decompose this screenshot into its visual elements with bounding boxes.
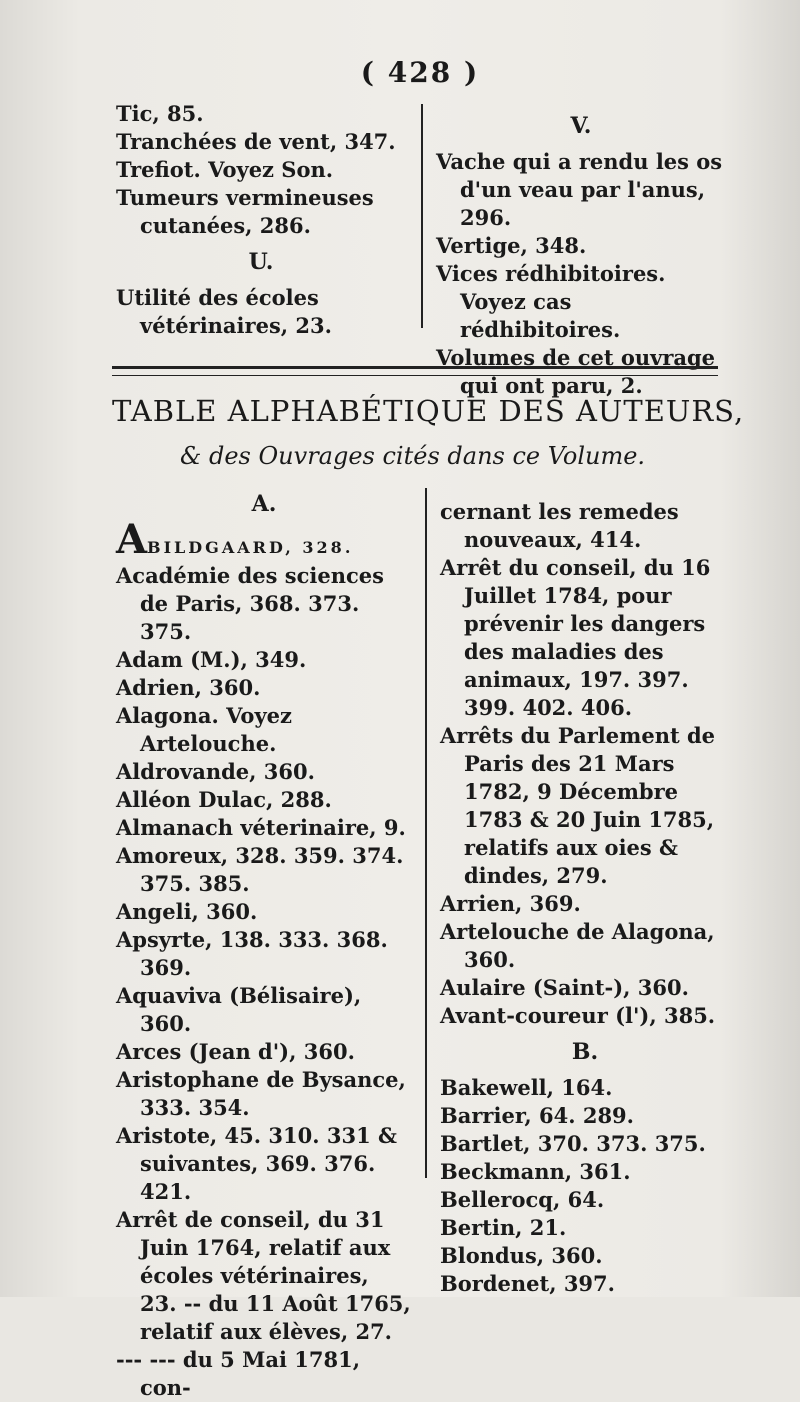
index-entry: Aristophane de Bysance, 333. 354. <box>116 1067 406 1120</box>
index-entry: Vices rédhibitoires. Voyez cas rédhibitoires. <box>436 261 666 342</box>
index-entry: Académie des sciences de Paris, 368. 373. 375. <box>116 563 384 644</box>
index-entry: Alléon Dulac, 288. <box>116 787 332 812</box>
index-entry: Vache qui a rendu les os d'un veau par l'anus, 296. <box>436 149 723 230</box>
index-entry: cernant les remedes nouveaux, 414. <box>440 499 679 552</box>
index-entry: --- --- du 5 Mai 1781, con- <box>116 1347 361 1400</box>
index-entry: Aldrovande, 360. <box>116 759 315 784</box>
index-entry: Tumeurs vermineuses cutanées, 286. <box>116 185 374 238</box>
index-entry: Bartlet, 370. 373. 375. <box>440 1131 706 1156</box>
index-entry: Apsyrte, 138. 333. 368. 369. <box>116 927 388 980</box>
top-right-column <box>436 110 726 400</box>
index-entry: Trefiot. Voyez Son. <box>116 157 334 182</box>
index-entry: Bordenet, 397. <box>440 1271 615 1296</box>
table-title: TABLE ALPHABÉTIQUE DES AUTEURS, <box>112 394 745 428</box>
index-entry: Almanach véterinaire, 9. <box>116 815 406 840</box>
index-entry: Adrien, 360. <box>116 675 261 700</box>
section-letter-u: U. <box>248 249 274 275</box>
index-entry-first <box>116 516 412 563</box>
index-entry: Bertin, 21. <box>440 1215 567 1240</box>
index-entry: Bakewell, 164. <box>440 1075 613 1100</box>
index-entry: Arrêt du conseil, du 16 Juillet 1784, pour prévenir les dangers des maladies des animaux, 197. 397. 399. 402. 406. <box>440 555 711 720</box>
column-divider <box>421 104 423 328</box>
index-entry: Arrien, 369. <box>440 891 581 916</box>
index-entry: Arrêts du Parlement de Paris des 21 Mars 1782, 9 Décembre 1783 & 20 Juin 1785, relatifs aux oies & dindes, 279. <box>440 723 716 888</box>
page-number: ( 428 ) <box>360 56 480 89</box>
top-left-column <box>116 100 406 340</box>
index-entry: Vertige, 348. <box>436 233 587 258</box>
index-entry: Volumes de cet ouvrage qui ont paru, 2. <box>436 345 716 398</box>
index-entry: Amoreux, 328. 359. 374. 375. 385. <box>116 843 404 896</box>
index-entry: Angeli, 360. <box>116 899 258 924</box>
index-entry: Beckmann, 361. <box>440 1159 631 1184</box>
bottom-right-column <box>440 498 730 1298</box>
index-entry: Tic, 85. <box>116 101 204 126</box>
index-entry: Blondus, 360. <box>440 1243 603 1268</box>
horizontal-rule <box>112 366 718 376</box>
section-letter-v: V. <box>570 113 592 139</box>
index-entry: Alagona. Voyez Artelouche. <box>116 703 292 756</box>
section-letter-a: A. <box>251 491 277 517</box>
section-letter-b: B. <box>571 1039 599 1065</box>
index-entry: Aquaviva (Bélisaire), 360. <box>116 983 362 1036</box>
index-entry: Avant-coureur (l'), 385. <box>440 1003 716 1028</box>
table-subtitle: & des Ouvrages cités dans ce Volume. <box>180 442 646 470</box>
column-divider <box>425 488 427 1178</box>
index-entry: Bellerocq, 64. <box>440 1187 605 1212</box>
index-entry: Aristote, 45. 310. 331 & suivantes, 369. 376. 421. <box>116 1123 397 1204</box>
index-entry: Artelouche de Alagona, 360. <box>440 919 715 972</box>
index-entry: Adam (M.), 349. <box>116 647 307 672</box>
drop-cap: A <box>116 516 148 563</box>
index-entry: Arces (Jean d'), 360. <box>116 1039 355 1064</box>
index-entry: Utilité des écoles vétérinaires, 23. <box>116 285 332 338</box>
bottom-left-column <box>116 488 412 1402</box>
index-entry: Barrier, 64. 289. <box>440 1103 634 1128</box>
index-entry: Arrêt de conseil, du 31 Juin 1764, relatif aux écoles vétérinaires, 23. -- du 11 Août 1765, relatif aux élèves, 27. <box>116 1207 411 1344</box>
entry-text: BILDGAARD, 328. <box>147 538 354 557</box>
index-entry: Tranchées de vent, 347. <box>116 129 396 154</box>
index-entry: Aulaire (Saint-), 360. <box>440 975 689 1000</box>
